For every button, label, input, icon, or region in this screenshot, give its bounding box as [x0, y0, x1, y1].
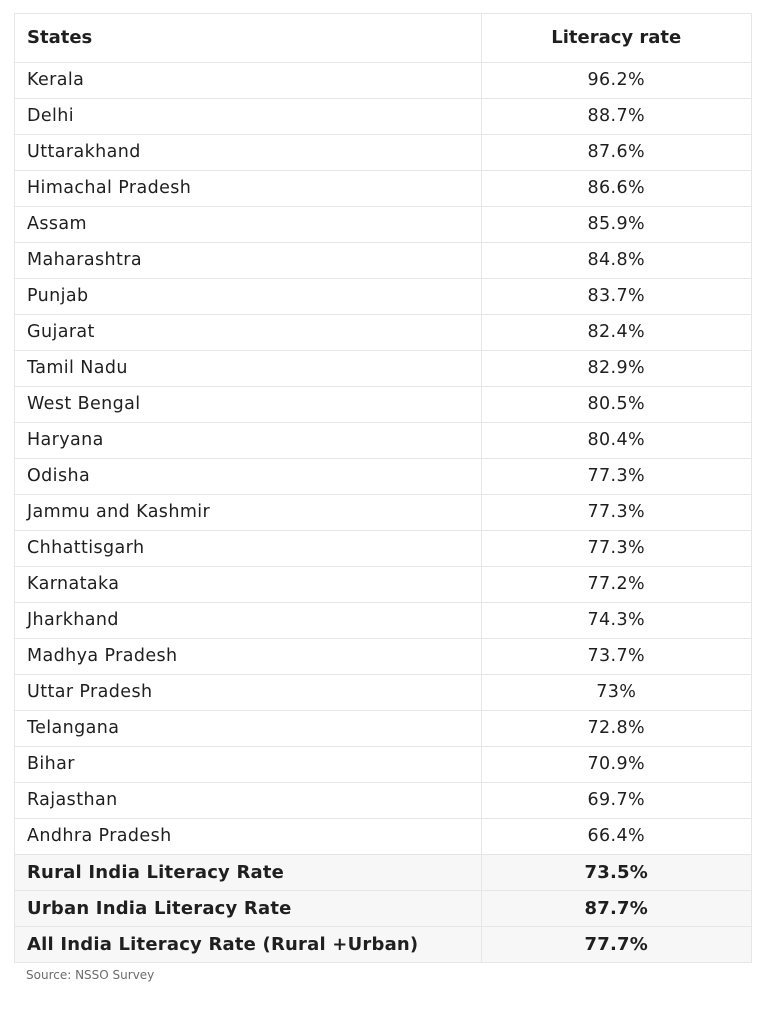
state-cell: Assam	[15, 206, 481, 242]
table-row	[15, 206, 751, 242]
table-row	[15, 98, 751, 134]
table-row	[15, 638, 751, 674]
literacy-rate-cell: 82.9%	[481, 350, 751, 386]
literacy-rate-table	[15, 14, 751, 962]
literacy-rate-cell: 77.7%	[481, 926, 751, 962]
table-row	[15, 134, 751, 170]
state-cell: Odisha	[15, 458, 481, 494]
table-row	[15, 710, 751, 746]
literacy-rate-cell: 73.5%	[481, 854, 751, 890]
table-row	[15, 782, 751, 818]
table-row	[15, 674, 751, 710]
table-row	[15, 242, 751, 278]
literacy-table-container	[14, 13, 752, 963]
table-row	[15, 602, 751, 638]
state-cell: Maharashtra	[15, 242, 481, 278]
table-row	[15, 494, 751, 530]
literacy-rate-cell: 77.3%	[481, 458, 751, 494]
summary-row	[15, 854, 751, 890]
summary-row	[15, 890, 751, 926]
table-row	[15, 314, 751, 350]
state-cell: Jharkhand	[15, 602, 481, 638]
state-cell: Karnataka	[15, 566, 481, 602]
state-cell: Urban India Literacy Rate	[15, 890, 481, 926]
literacy-rate-cell: 85.9%	[481, 206, 751, 242]
table-row	[15, 62, 751, 98]
table-header	[15, 14, 751, 62]
literacy-rate-cell: 84.8%	[481, 242, 751, 278]
state-cell: Andhra Pradesh	[15, 818, 481, 854]
literacy-rate-cell: 77.2%	[481, 566, 751, 602]
table-row	[15, 530, 751, 566]
table-row	[15, 422, 751, 458]
source-note: Source: NSSO Survey	[26, 968, 155, 982]
literacy-rate-cell: 82.4%	[481, 314, 751, 350]
literacy-rate-cell: 83.7%	[481, 278, 751, 314]
state-cell: Chhattisgarh	[15, 530, 481, 566]
state-cell: Bihar	[15, 746, 481, 782]
table-row	[15, 458, 751, 494]
state-cell: Haryana	[15, 422, 481, 458]
state-cell: Punjab	[15, 278, 481, 314]
state-cell: West Bengal	[15, 386, 481, 422]
state-cell: Rajasthan	[15, 782, 481, 818]
literacy-rate-cell: 74.3%	[481, 602, 751, 638]
literacy-rate-cell: 73.7%	[481, 638, 751, 674]
header-row	[15, 14, 751, 62]
table-row	[15, 170, 751, 206]
literacy-rate-cell: 77.3%	[481, 530, 751, 566]
literacy-rate-cell: 73%	[481, 674, 751, 710]
table-row	[15, 746, 751, 782]
state-cell: Kerala	[15, 62, 481, 98]
literacy-rate-cell: 69.7%	[481, 782, 751, 818]
table-row	[15, 566, 751, 602]
state-cell: Delhi	[15, 98, 481, 134]
state-cell: Uttarakhand	[15, 134, 481, 170]
state-cell: Telangana	[15, 710, 481, 746]
state-cell: All India Literacy Rate (Rural +Urban)	[15, 926, 481, 962]
literacy-rate-cell: 86.6%	[481, 170, 751, 206]
summary-row	[15, 926, 751, 962]
table-row	[15, 818, 751, 854]
state-cell: Himachal Pradesh	[15, 170, 481, 206]
literacy-rate-cell: 80.5%	[481, 386, 751, 422]
literacy-rate-cell: 87.6%	[481, 134, 751, 170]
state-cell: Tamil Nadu	[15, 350, 481, 386]
column-header-states: States	[15, 14, 481, 62]
literacy-rate-cell: 72.8%	[481, 710, 751, 746]
state-cell: Jammu and Kashmir	[15, 494, 481, 530]
literacy-rate-cell: 88.7%	[481, 98, 751, 134]
literacy-rate-cell: 87.7%	[481, 890, 751, 926]
table-row	[15, 278, 751, 314]
state-cell: Gujarat	[15, 314, 481, 350]
literacy-rate-cell: 70.9%	[481, 746, 751, 782]
table-row	[15, 350, 751, 386]
state-cell: Uttar Pradesh	[15, 674, 481, 710]
state-cell: Madhya Pradesh	[15, 638, 481, 674]
literacy-rate-cell: 96.2%	[481, 62, 751, 98]
literacy-rate-cell: 66.4%	[481, 818, 751, 854]
literacy-rate-cell: 77.3%	[481, 494, 751, 530]
literacy-rate-cell: 80.4%	[481, 422, 751, 458]
table-row	[15, 386, 751, 422]
table-body	[15, 62, 751, 962]
state-cell: Rural India Literacy Rate	[15, 854, 481, 890]
column-header-literacy-rate: Literacy rate	[481, 14, 751, 62]
